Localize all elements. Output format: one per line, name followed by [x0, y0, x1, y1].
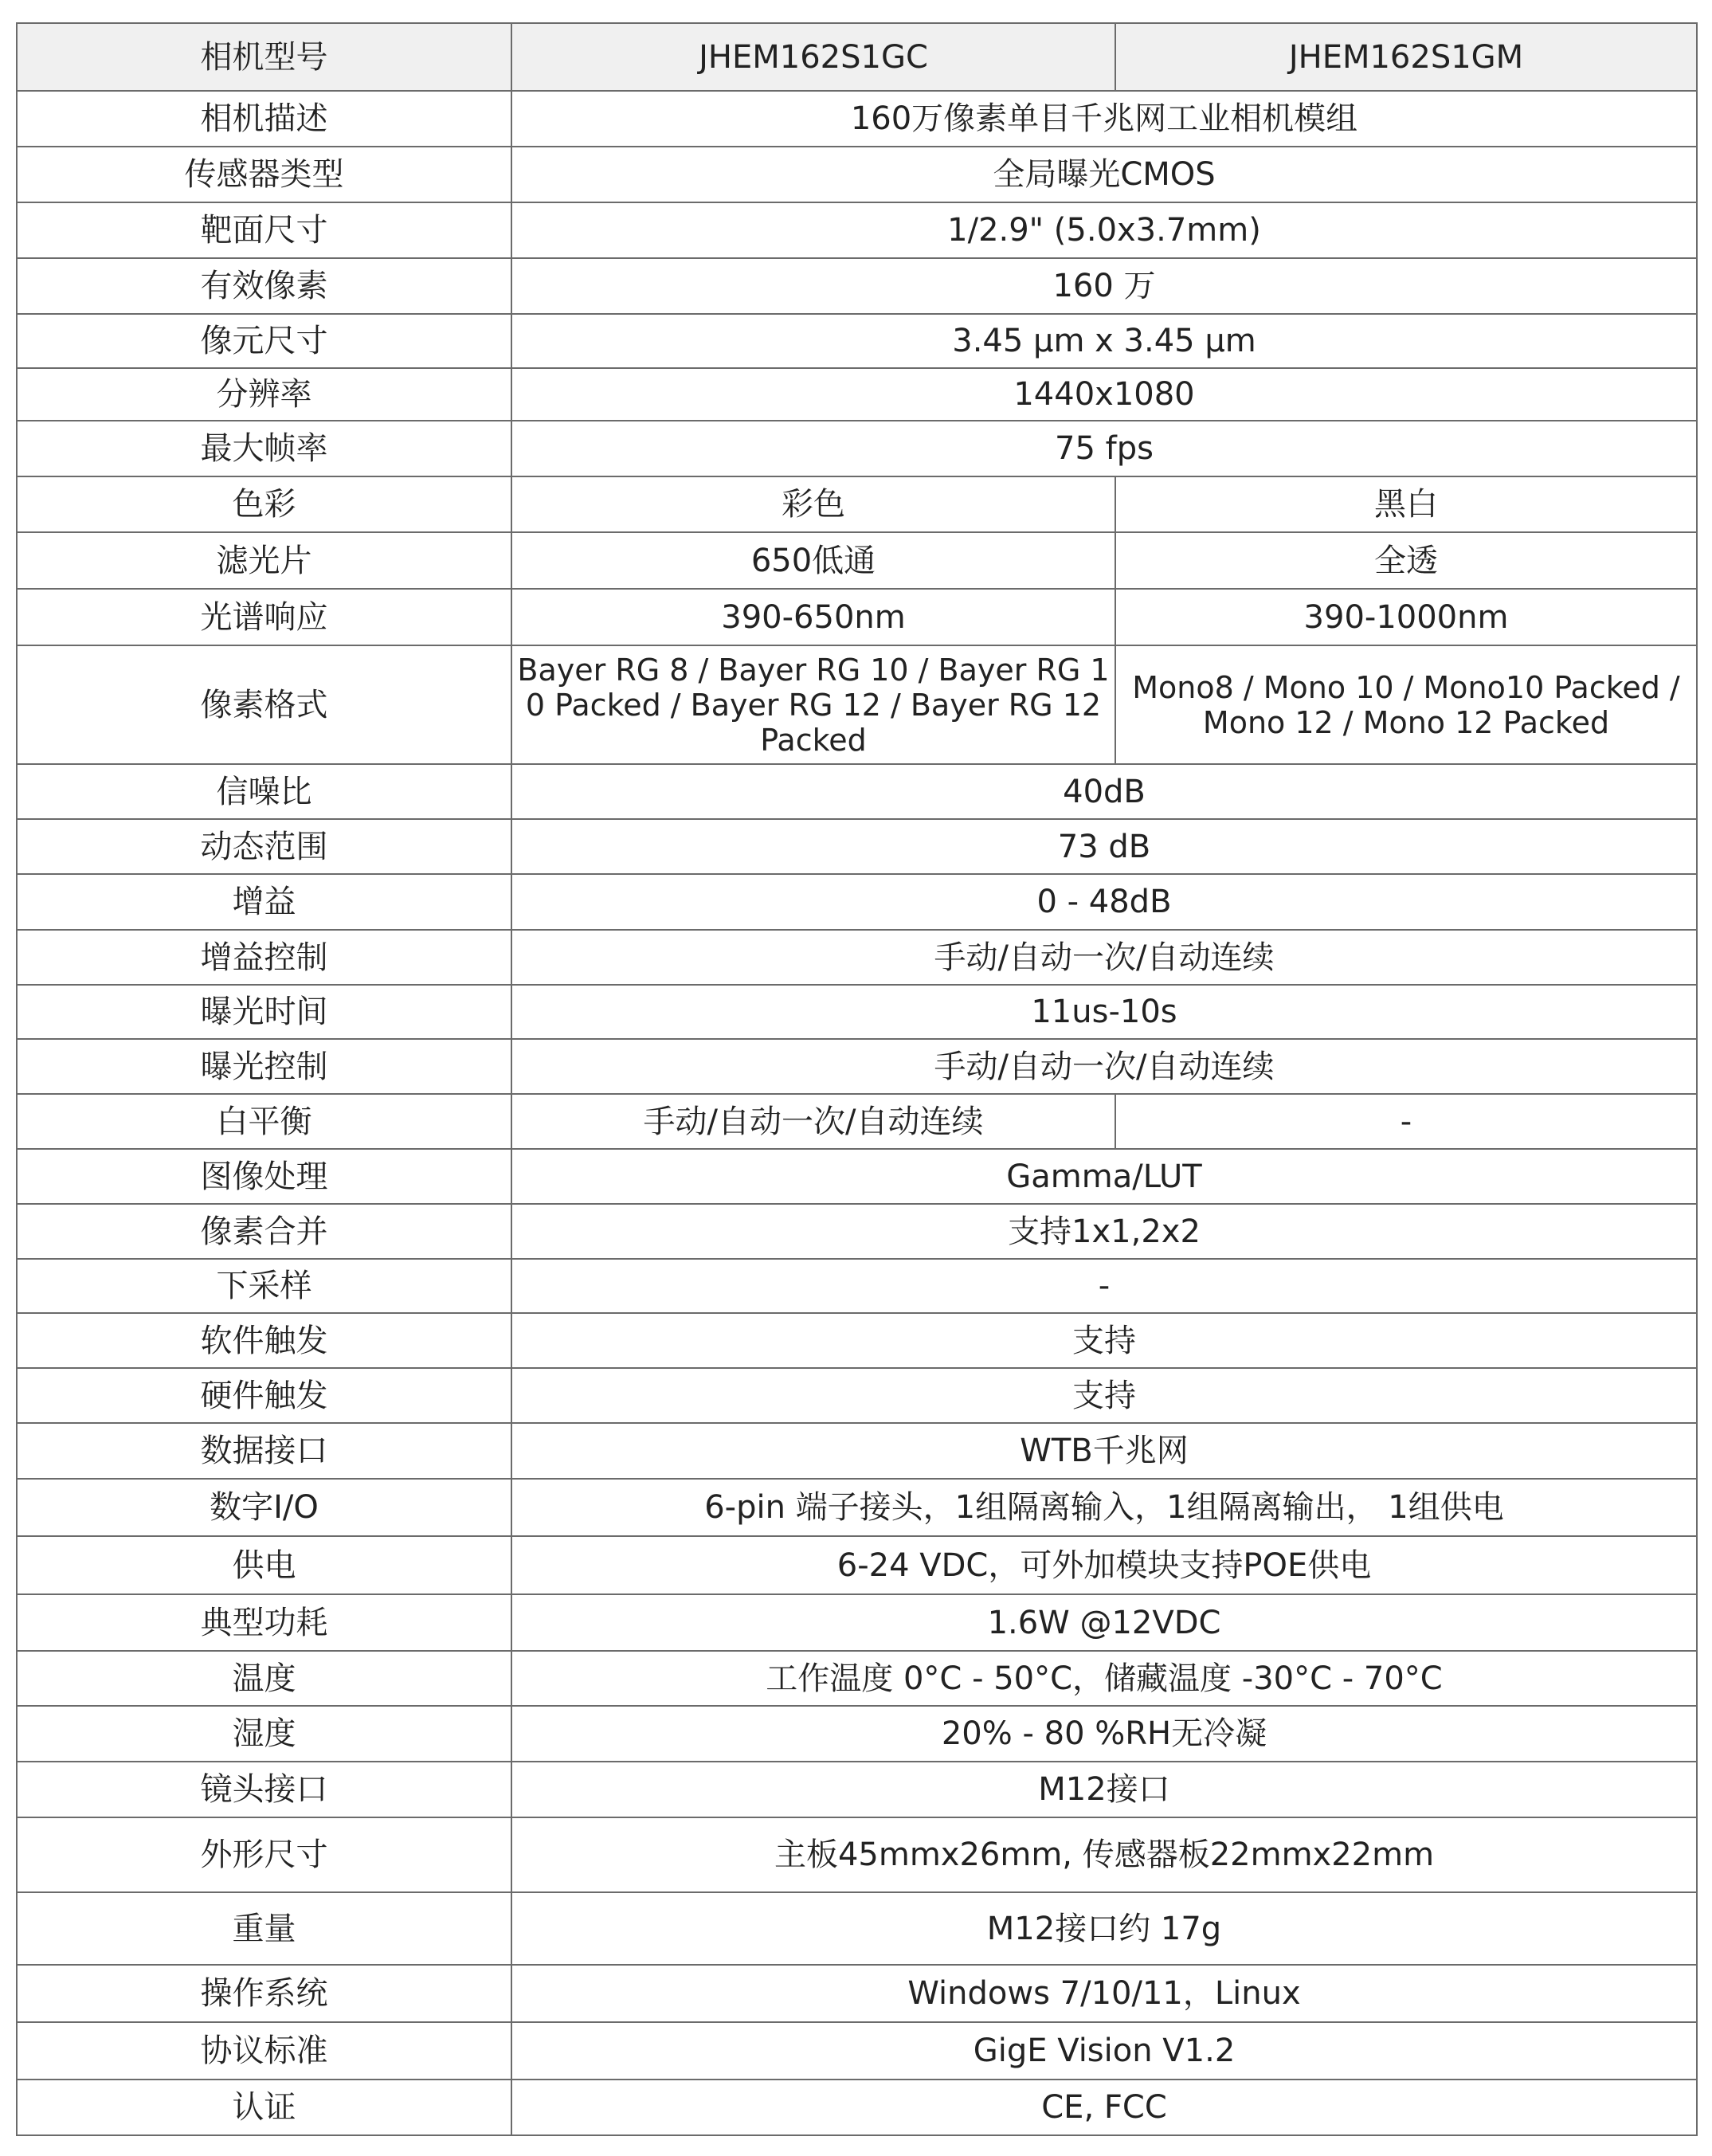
spec-row [17, 1965, 1697, 2022]
spec-label-cell: 靶面尺寸 [17, 202, 511, 258]
spec-label-cell: 像元尺寸 [17, 314, 511, 368]
spec-row [17, 1479, 1697, 1536]
spec-row [17, 1094, 1697, 1149]
header-row [17, 23, 1697, 91]
spec-value-cell: WTB千兆网 [511, 1423, 1697, 1479]
spec-row [17, 874, 1697, 930]
spec-row [17, 476, 1697, 532]
model-a-cell: JHEM162S1GC [511, 23, 1115, 91]
spec-label-cell: 传感器类型 [17, 147, 511, 202]
spec-row [17, 1706, 1697, 1762]
spec-label-cell: 图像处理 [17, 1149, 511, 1204]
spec-value-cell: 160万像素单目千兆网工业相机模组 [511, 91, 1697, 147]
spec-row [17, 1313, 1697, 1368]
spec-value-cell: 0 - 48dB [511, 874, 1697, 930]
spec-label-cell: 像素合并 [17, 1204, 511, 1259]
spec-label-cell: 增益 [17, 874, 511, 930]
spec-label-cell: 湿度 [17, 1706, 511, 1762]
spec-value-cell: 手动/自动一次/自动连续 [511, 1039, 1697, 1094]
spec-value-gc-cell: Bayer RG 8 / Bayer RG 10 / Bayer RG 10 Packed / Bayer RG 12 / Bayer RG 12 Packed [511, 645, 1115, 764]
spec-row [17, 1149, 1697, 1204]
spec-label-cell: 增益控制 [17, 930, 511, 985]
spec-value-cell: 支持 [511, 1313, 1697, 1368]
spec-label-cell: 操作系统 [17, 1965, 511, 2022]
spec-row [17, 1762, 1697, 1817]
spec-value-cell: 1440x1080 [511, 368, 1697, 421]
spec-value-cell: - [511, 1259, 1697, 1313]
spec-value-cell: 支持 [511, 1368, 1697, 1423]
spec-row [17, 258, 1697, 314]
spec-label-cell: 白平衡 [17, 1094, 511, 1149]
spec-label-cell: 协议标准 [17, 2022, 511, 2080]
spec-row [17, 1204, 1697, 1259]
spec-table [16, 22, 1698, 2136]
spec-value-cell: M12接口 [511, 1762, 1697, 1817]
spec-label-cell: 硬件触发 [17, 1368, 511, 1423]
spec-row [17, 421, 1697, 476]
spec-value-cell: 20% - 80 %RH无冷凝 [511, 1706, 1697, 1762]
spec-value-cell: 40dB [511, 764, 1697, 819]
spec-label-cell: 相机描述 [17, 91, 511, 147]
spec-row [17, 645, 1697, 764]
spec-value-cell: 11us-10s [511, 985, 1697, 1039]
spec-row [17, 985, 1697, 1039]
spec-row [17, 532, 1697, 589]
spec-row [17, 1892, 1697, 1965]
spec-row [17, 147, 1697, 202]
spec-value-gc-cell: 彩色 [511, 476, 1115, 532]
spec-row [17, 930, 1697, 985]
spec-row [17, 1817, 1697, 1892]
spec-label-cell: 外形尺寸 [17, 1817, 511, 1892]
spec-row [17, 202, 1697, 258]
spec-value-gm-cell: 390-1000nm [1115, 589, 1697, 645]
spec-value-cell: M12接口约 17g [511, 1892, 1697, 1965]
spec-label-cell: 软件触发 [17, 1313, 511, 1368]
spec-value-cell: 3.45 µm x 3.45 µm [511, 314, 1697, 368]
spec-value-cell: 75 fps [511, 421, 1697, 476]
spec-value-gm-cell: Mono8 / Mono 10 / Mono10 Packed / Mono 12 / Mono 12 Packed [1115, 645, 1697, 764]
spec-row [17, 368, 1697, 421]
spec-value-cell: Windows 7/10/11，Linux [511, 1965, 1697, 2022]
spec-row [17, 91, 1697, 147]
spec-label-cell: 色彩 [17, 476, 511, 532]
spec-value-gm-cell: - [1115, 1094, 1697, 1149]
spec-row [17, 314, 1697, 368]
spec-value-cell: GigE Vision V1.2 [511, 2022, 1697, 2080]
spec-row [17, 1039, 1697, 1094]
spec-value-cell: 支持1x1,2x2 [511, 1204, 1697, 1259]
spec-value-cell: 1/2.9" (5.0x3.7mm) [511, 202, 1697, 258]
spec-row [17, 1651, 1697, 1706]
spec-label-cell: 认证 [17, 2080, 511, 2135]
spec-label-cell: 光谱响应 [17, 589, 511, 645]
spec-label-cell: 有效像素 [17, 258, 511, 314]
spec-row [17, 764, 1697, 819]
spec-row [17, 1536, 1697, 1594]
spec-value-gm-cell: 全透 [1115, 532, 1697, 589]
spec-value-cell: 160 万 [511, 258, 1697, 314]
spec-value-cell: 6-pin 端子接头，1组隔离输入，1组隔离输出， 1组供电 [511, 1479, 1697, 1536]
spec-table-body [17, 23, 1697, 2135]
spec-label-cell: 典型功耗 [17, 1594, 511, 1651]
spec-value-gc-cell: 手动/自动一次/自动连续 [511, 1094, 1115, 1149]
spec-value-cell: 主板45mmx26mm, 传感器板22mmx22mm [511, 1817, 1697, 1892]
spec-row [17, 819, 1697, 874]
spec-row [17, 1259, 1697, 1313]
spec-row [17, 2080, 1697, 2135]
spec-row [17, 1594, 1697, 1651]
spec-label-cell: 镜头接口 [17, 1762, 511, 1817]
spec-label-cell: 最大帧率 [17, 421, 511, 476]
spec-label-cell: 供电 [17, 1536, 511, 1594]
spec-label-cell: 曝光控制 [17, 1039, 511, 1094]
spec-value-gc-cell: 390-650nm [511, 589, 1115, 645]
spec-label-cell: 像素格式 [17, 645, 511, 764]
spec-value-cell: CE, FCC [511, 2080, 1697, 2135]
model-b-cell: JHEM162S1GM [1115, 23, 1697, 91]
spec-label-cell: 动态范围 [17, 819, 511, 874]
spec-value-cell: 1.6W @12VDC [511, 1594, 1697, 1651]
spec-value-cell: 73 dB [511, 819, 1697, 874]
spec-row [17, 2022, 1697, 2080]
spec-row [17, 1423, 1697, 1479]
spec-value-gc-cell: 650低通 [511, 532, 1115, 589]
spec-label-cell: 曝光时间 [17, 985, 511, 1039]
spec-label-cell: 信噪比 [17, 764, 511, 819]
spec-label-cell: 下采样 [17, 1259, 511, 1313]
spec-label-cell: 数据接口 [17, 1423, 511, 1479]
spec-row [17, 589, 1697, 645]
spec-label-cell: 分辨率 [17, 368, 511, 421]
spec-value-cell: 手动/自动一次/自动连续 [511, 930, 1697, 985]
spec-value-cell: 全局曝光CMOS [511, 147, 1697, 202]
spec-label-cell: 重量 [17, 1892, 511, 1965]
spec-value-gm-cell: 黑白 [1115, 476, 1697, 532]
spec-value-cell: 工作温度 0°C - 50°C，储藏温度 -30°C - 70°C [511, 1651, 1697, 1706]
spec-row [17, 1368, 1697, 1423]
header-label-cell: 相机型号 [17, 23, 511, 91]
spec-label-cell: 滤光片 [17, 532, 511, 589]
spec-label-cell: 温度 [17, 1651, 511, 1706]
spec-value-cell: Gamma/LUT [511, 1149, 1697, 1204]
spec-label-cell: 数字I/O [17, 1479, 511, 1536]
spec-value-cell: 6-24 VDC，可外加模块支持POE供电 [511, 1536, 1697, 1594]
